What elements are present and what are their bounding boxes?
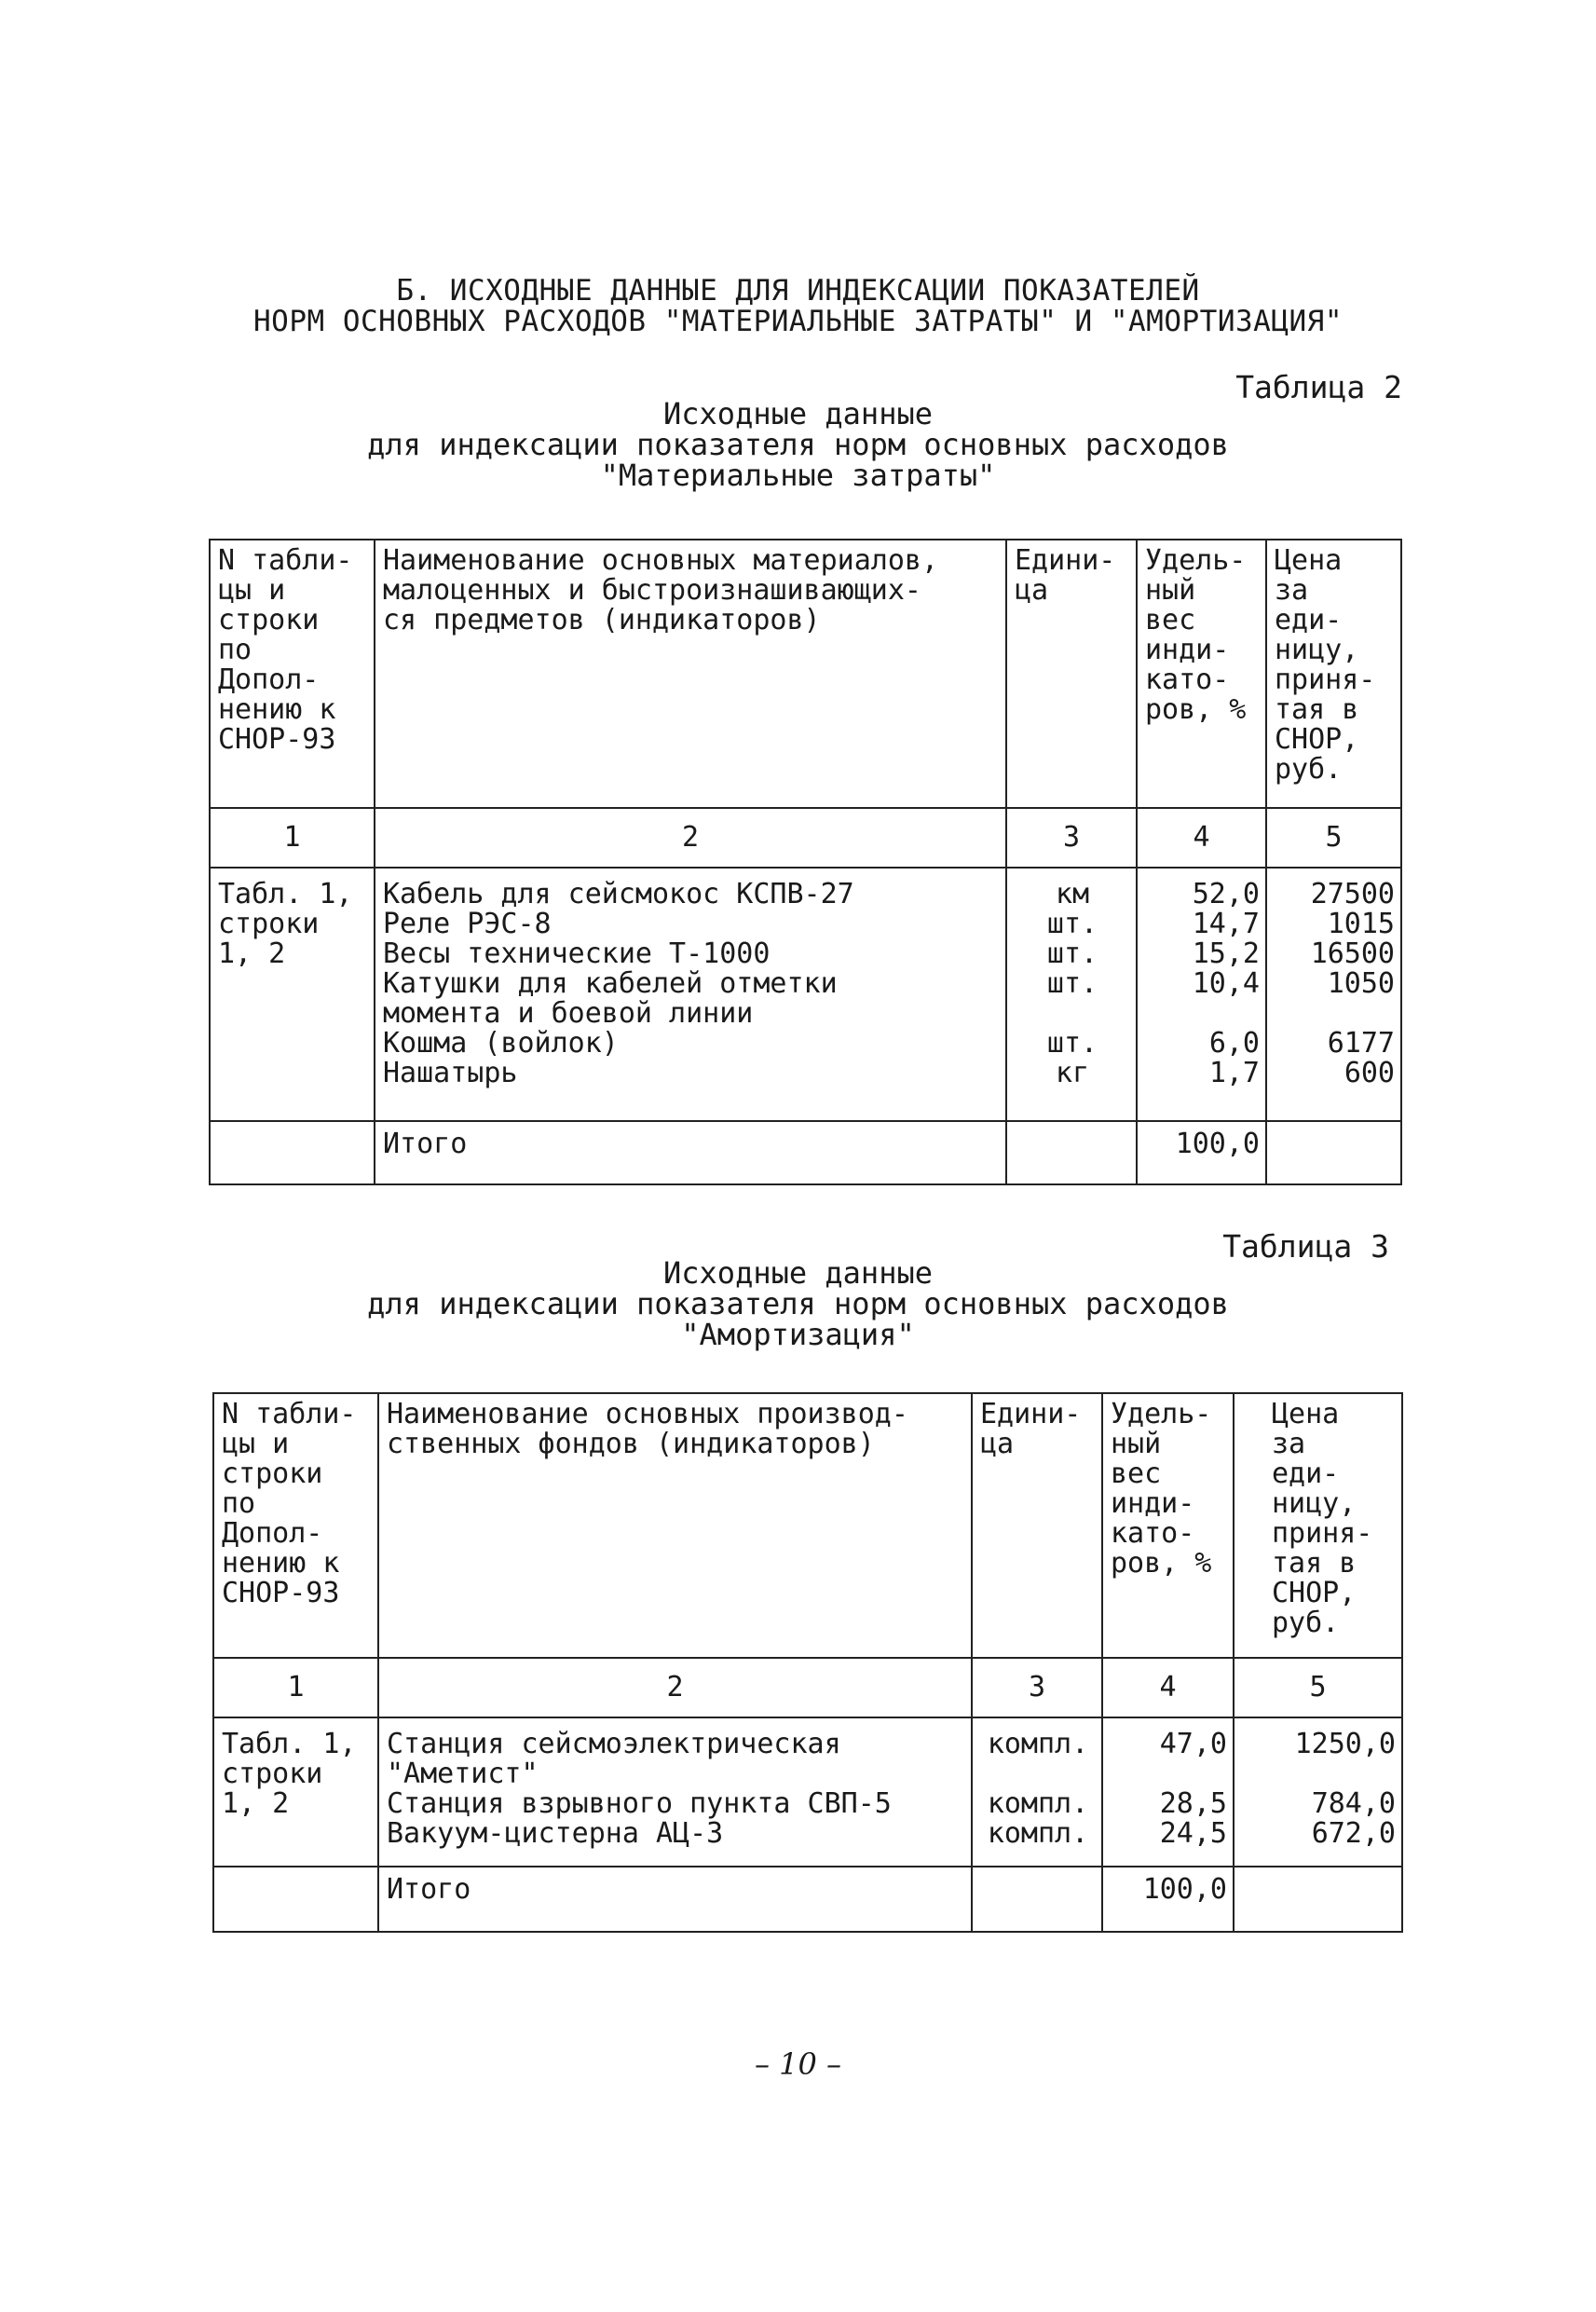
- header-share: Удель- ный вес инди- като- ров, %: [1102, 1393, 1234, 1658]
- header-share: Удель- ный вес инди- като- ров, %: [1137, 540, 1266, 808]
- column-number: 1: [210, 808, 375, 868]
- column-numbers-row: [213, 1658, 1402, 1717]
- header-unit: Едини- ца: [972, 1393, 1102, 1658]
- header-table-ref: N табли- цы и строки по Допол- нению к СНОР-93: [213, 1393, 378, 1658]
- empty-cell: [1234, 1867, 1402, 1932]
- table3-caption-line-3: "Амортизация": [681, 1317, 915, 1352]
- header-item-name: Наименование основных материалов, малоценных и быстроизнашивающих- ся предметов (индикаторов): [375, 540, 1006, 808]
- total-label: Итого: [375, 1121, 1006, 1184]
- materials-table: [209, 539, 1402, 1185]
- header-table-ref: N табли- цы и строки по Допол- нению к СНОР-93: [210, 540, 375, 808]
- item-units: км шт. шт. шт. шт. кг: [1006, 868, 1137, 1121]
- table3-caption: [0, 1255, 1596, 1352]
- table3-label: Таблица 3: [1222, 1228, 1389, 1265]
- item-prices: 1250,0 784,0 672,0: [1234, 1717, 1402, 1867]
- item-shares: 47,0 28,5 24,5: [1102, 1717, 1234, 1867]
- table2-caption-line-3: "Материальные затраты": [600, 458, 996, 493]
- empty-cell: [1266, 1121, 1401, 1184]
- table-row: [210, 868, 1401, 1121]
- header-unit: Едини- ца: [1006, 540, 1137, 808]
- total-share: 100,0: [1102, 1867, 1234, 1932]
- column-number: 5: [1234, 1658, 1402, 1717]
- empty-cell: [1006, 1121, 1137, 1184]
- column-number: 3: [972, 1658, 1102, 1717]
- item-shares: 52,0 14,7 15,2 10,4 6,0 1,7: [1137, 868, 1266, 1121]
- column-number: 2: [378, 1658, 972, 1717]
- table-header-row: [213, 1393, 1402, 1658]
- table2-label: Таблица 2: [1235, 369, 1402, 405]
- table2-caption: [0, 396, 1596, 493]
- row-table-ref: Табл. 1, строки 1, 2: [213, 1717, 378, 1867]
- item-names: Станция сейсмоэлектрическая "Аметист" Станция взрывного пункта СВП-5 Вакуум-цистерна АЦ-3: [378, 1717, 972, 1867]
- table-header-row: [210, 540, 1401, 808]
- column-number: 4: [1137, 808, 1266, 868]
- header-item-name: Наименование основных производ- ственных фондов (индикаторов): [378, 1393, 972, 1658]
- table3-caption-line-1: Исходные данные: [663, 1255, 933, 1291]
- total-row: [210, 1121, 1401, 1184]
- total-share: 100,0: [1137, 1121, 1266, 1184]
- table2-caption-line-2: для индексации показателя норм основных расходов: [367, 427, 1229, 462]
- column-number: 3: [1006, 808, 1137, 868]
- header-price: Цена за еди- ницу, приня- тая в СНОР, руб.: [1266, 540, 1401, 808]
- empty-cell: [972, 1867, 1102, 1932]
- total-label: Итого: [378, 1867, 972, 1932]
- item-prices: 27500 1015 16500 1050 6177 600: [1266, 868, 1401, 1121]
- section-title-line-2: НОРМ ОСНОВНЫХ РАСХОДОВ "МАТЕРИАЛЬНЫЕ ЗАТРАТЫ" И "АМОРТИЗАЦИЯ": [253, 305, 1343, 338]
- table3-caption-line-2: для индексации показателя норм основных расходов: [367, 1286, 1229, 1321]
- empty-cell: [210, 1121, 375, 1184]
- column-number: 4: [1102, 1658, 1234, 1717]
- item-units: компл. компл. компл.: [972, 1717, 1102, 1867]
- column-numbers-row: [210, 808, 1401, 868]
- page-number: – 10 –: [754, 2046, 842, 2082]
- row-table-ref: Табл. 1, строки 1, 2: [210, 868, 375, 1121]
- header-price: Цена за еди- ницу, приня- тая в СНОР, руб.: [1234, 1393, 1402, 1658]
- table-row: [213, 1717, 1402, 1867]
- depreciation-table: [212, 1392, 1403, 1933]
- section-title-line-1: Б. ИСХОДНЫЕ ДАННЫЕ ДЛЯ ИНДЕКСАЦИИ ПОКАЗАТЕЛЕЙ: [396, 274, 1200, 308]
- table2-caption-line-1: Исходные данные: [663, 396, 933, 431]
- column-number: 2: [375, 808, 1006, 868]
- total-row: [213, 1867, 1402, 1932]
- item-names: Кабель для сейсмокос КСПВ-27 Реле РЭС-8 Весы технические Т-1000 Катушки для кабелей отметки момента и боевой линии Кошма (войлок) Нашатырь: [375, 868, 1006, 1121]
- empty-cell: [213, 1867, 378, 1932]
- column-number: 1: [213, 1658, 378, 1717]
- section-title: [0, 276, 1596, 337]
- column-number: 5: [1266, 808, 1401, 868]
